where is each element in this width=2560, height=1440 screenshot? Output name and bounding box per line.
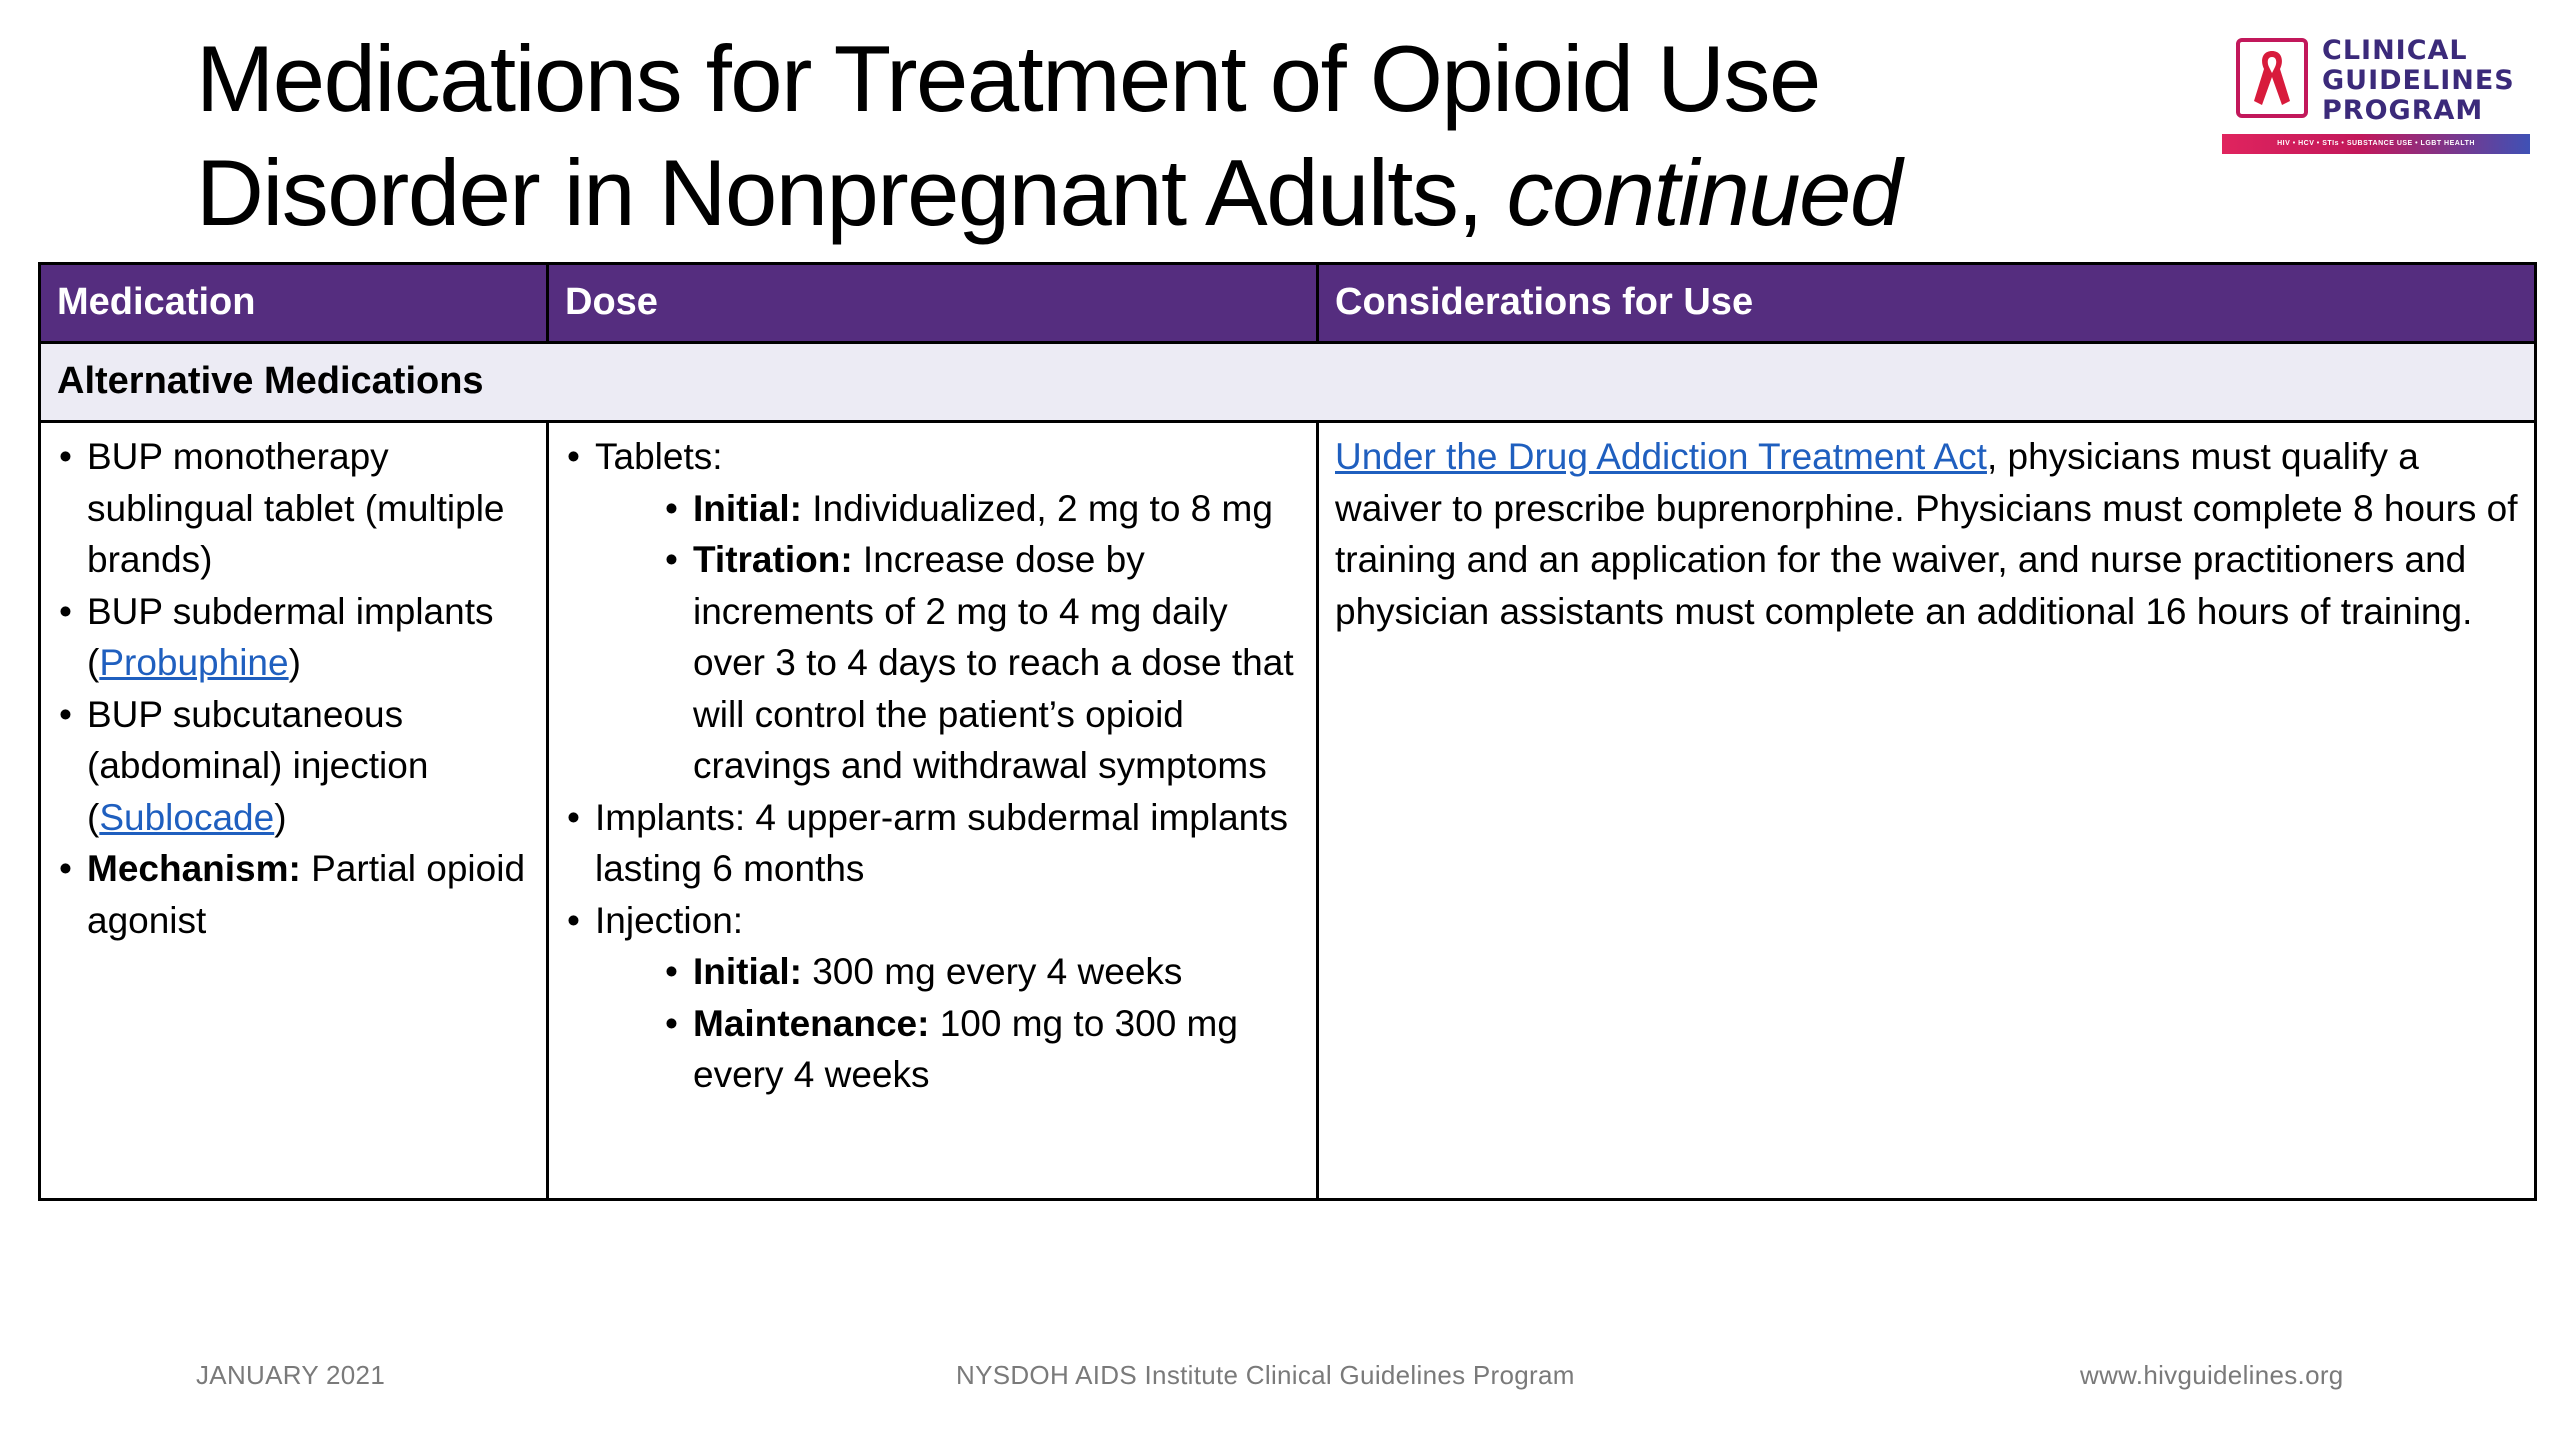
- injection-initial-text: 300 mg every 4 weeks: [801, 951, 1183, 992]
- clinical-guidelines-logo: [2222, 35, 2532, 160]
- header-considerations: Considerations for Use: [1318, 264, 2536, 343]
- injection-sublist: [595, 946, 1300, 1101]
- title-line-2-italic: continued: [1506, 140, 1901, 245]
- footer-website: www.hivguidelines.org: [2080, 1360, 2344, 1390]
- medication-item-2-suffix: ): [288, 642, 301, 683]
- injection-initial-label: Initial:: [693, 951, 802, 992]
- logo-line-2: GUIDELINES: [2322, 65, 2515, 96]
- footer-date: JANUARY 2021: [196, 1360, 386, 1390]
- medication-item-3-prefix: BUP subcutaneous (abdominal) injection (: [87, 693, 429, 838]
- list-item: [595, 998, 1300, 1101]
- list-item: [565, 895, 1300, 1101]
- dose-injection: Injection:: [595, 899, 744, 941]
- tablets-initial-label: Initial:: [693, 487, 802, 529]
- title-line-2-main: Disorder in Nonpregnant Adults,: [196, 140, 1482, 245]
- section-alternative-medications: Alternative Medications: [40, 343, 2536, 422]
- mechanism-text: Partial opioid agonist: [87, 848, 526, 941]
- table-header-row: [40, 264, 2536, 343]
- logo-strip: HIV • HCV • STIs • SUBSTANCE USE • LGBT HEALTH: [2222, 134, 2530, 154]
- tablets-initial-text: Individualized, 2 mg to 8 mg: [801, 487, 1273, 529]
- probuphine-link[interactable]: Probuphine: [99, 642, 289, 683]
- footer-program: NYSDOH AIDS Institute Clinical Guidelines Program: [956, 1360, 1575, 1390]
- medication-item-3-suffix: ): [274, 796, 287, 838]
- injection-maintenance-text: 100 mg to 300 mg every 4 weeks: [693, 1002, 1238, 1095]
- slide-title: [196, 22, 2096, 250]
- red-ribbon-icon: [2250, 47, 2294, 109]
- title-line-1: Medications for Treatment of Opioid Use: [196, 26, 1820, 131]
- medication-item-2-prefix: BUP subdermal implants (: [87, 590, 494, 683]
- medication-cell: [40, 422, 548, 1200]
- tablets-sublist: [595, 483, 1300, 792]
- considerations-text: , physicians must qualify a waiver to prescribe buprenorphine. Physicians must complete 8 hours of training and an application for the waiver, and nurse practitioners and physician assistants must complete an additional 16 hours of training.: [1335, 436, 2518, 632]
- list-item: [57, 689, 530, 844]
- list-item: [595, 946, 1300, 998]
- dose-tablets: Tablets:: [595, 436, 723, 477]
- drug-addiction-treatment-act-link[interactable]: Under the Drug Addiction Treatment Act: [1335, 436, 1987, 477]
- medication-item-1: BUP monotherapy sublingual tablet (multiple brands): [87, 436, 505, 580]
- logo-line-3: PROGRAM: [2322, 95, 2484, 126]
- dose-cell: [548, 422, 1318, 1200]
- header-dose: Dose: [548, 264, 1318, 343]
- tablets-titration-text: Increase dose by increments of 2 mg to 4 mg daily over 3 to 4 days to reach a dose that will control the patient’s opioid cravings and withdrawal symptoms: [693, 539, 1294, 786]
- tablets-titration-label: Titration:: [693, 539, 853, 580]
- logo-text: [2322, 36, 2515, 126]
- injection-maintenance-label: Maintenance:: [693, 1002, 930, 1044]
- dose-implants: Implants: 4 upper-arm subdermal implants lasting 6 months: [595, 796, 1289, 889]
- list-item: [595, 483, 1300, 535]
- list-item: [57, 586, 530, 689]
- sublocade-link[interactable]: Sublocade: [99, 796, 275, 838]
- list-item: [595, 534, 1300, 792]
- title-line-2: [196, 136, 2096, 250]
- section-row: [40, 343, 2536, 422]
- list-item: [57, 843, 530, 946]
- dose-list: [565, 431, 1300, 1101]
- list-item: [565, 792, 1300, 895]
- logo-box: [2236, 38, 2308, 118]
- table-row: [40, 422, 2536, 1200]
- considerations-cell: [1318, 422, 2536, 1200]
- logo-line-1: CLINICAL: [2322, 35, 2468, 66]
- list-item: [565, 431, 1300, 792]
- mechanism-label: Mechanism:: [87, 848, 301, 889]
- header-medication: Medication: [40, 264, 548, 343]
- list-item: [57, 431, 530, 586]
- medication-list: [57, 431, 530, 946]
- medications-table: [38, 262, 2537, 1201]
